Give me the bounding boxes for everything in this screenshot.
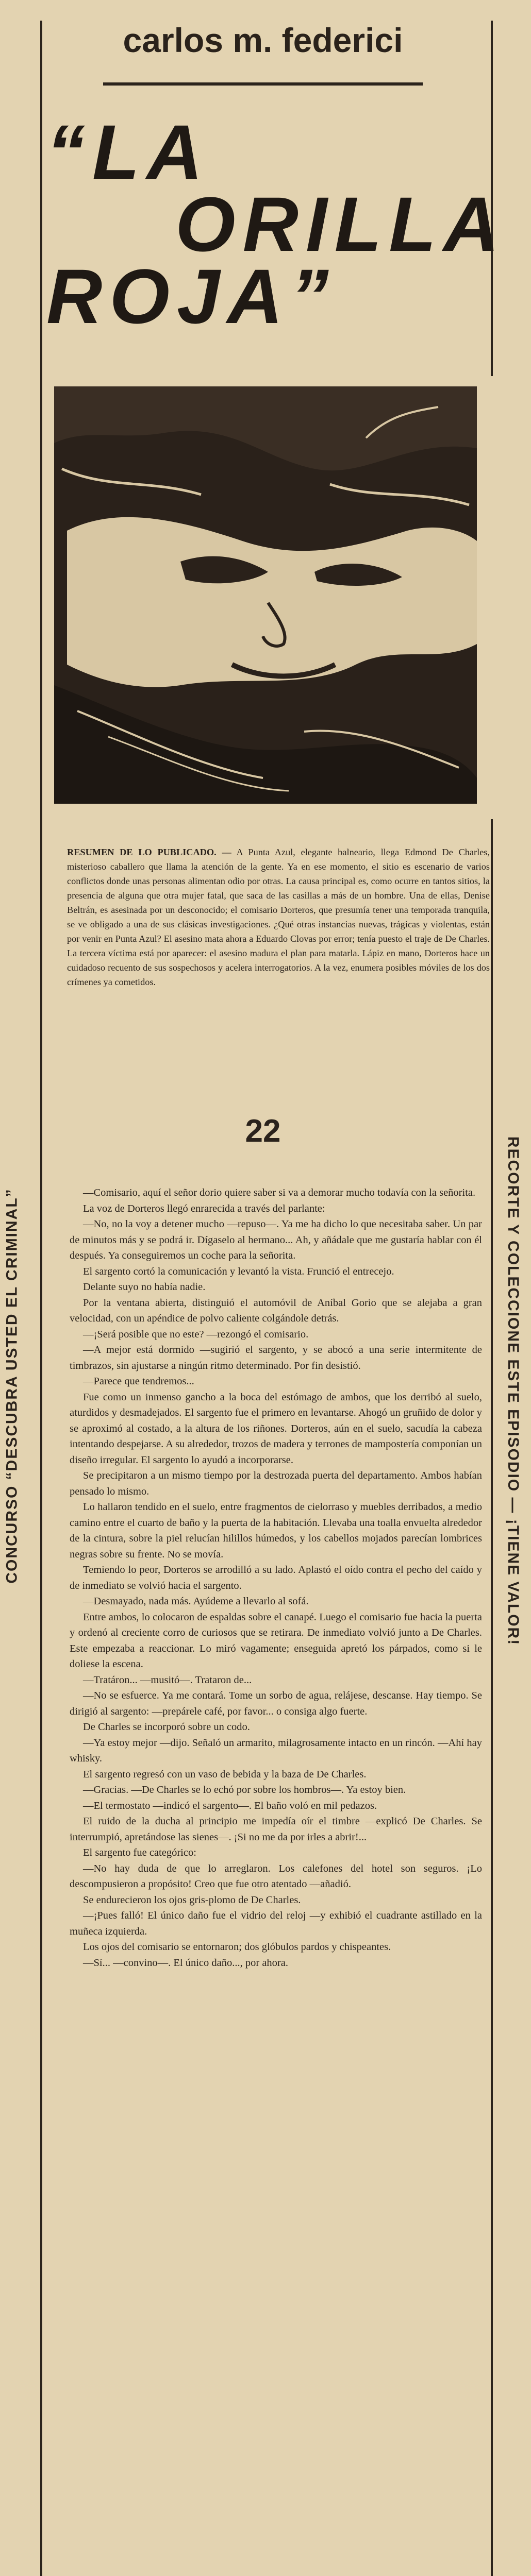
paragraph: Temiendo lo peor, Dorteros se arrodilló a su lado. Aplastó el oído contra el pecho del caído y de inmediato se volvió hacia el sargento. xyxy=(70,1564,482,1591)
author-underline xyxy=(103,82,423,86)
story-summary xyxy=(67,845,490,989)
collect-banner xyxy=(503,927,523,1855)
title-line-1: “LA xyxy=(46,109,210,195)
paragraph: El sargento fue categórico: xyxy=(83,1847,196,1858)
paragraph: —Comisario, aquí el señor dorio quiere saber si va a demorar mucho todavía con la señorita. xyxy=(83,1187,476,1198)
paragraph: Lo hallaron tendido en el suelo, entre fragmentos de cielorraso y muebles derribados, a medio camino entre el cuarto de baño y la puerta de la habitación. Llevaba una toalla envuelta alrededor de la cintura, sobre la piel relucían hilillos húmedos, y los cabellos mojados parecían lombrices negras sobre su frente. No se movía. xyxy=(70,1501,482,1560)
paragraph: —A mejor está dormido —sugirió el sargento, y se abocó a una serie intermitente de timbrazos, sin ajustarse a ningún ritmo determinado. Por fin desistió. xyxy=(70,1344,482,1371)
summary-text: A Punta Azul, elegante balneario, llega Edmond De Charles, misterioso caballero que llama la atención de la gente. Ya en ese momento, el sitio es escenario de varios conflictos donde unas personas alimentan odio por otras. La causa principal es, como ocurre en tantos sitios, la presencia de alguna que otra mujer fatal, que saca de las casillas a más de un hombre. Una de ellas, Denise Beltrán, es asesinada por un desconocido; el comisario Dorteros, que presumía tener una temporada tranquila, se ve obligado a una de sus clásicas investigaciones. ¿Qué otras instancias nuevas, trágicas y violentas, están por venir en Punta Azul? El asesino mata ahora a Eduardo Clovas por error; tenía puesto el traje de De Charles. La tercera víctima está por aparecer: el asesino madura el plan para matarla. Lápiz en mano, Dorteros hace un cuidadoso recuento de sus sospechosos y acelera interrogatorios. A la vez, enumera posibles móviles de los dos crímenes ya cometidos. xyxy=(67,847,490,987)
contest-banner-text: CONCURSO “DESCUBRA USTED EL CRIMINAL” xyxy=(4,1188,21,1584)
paragraph: —Tratáron... —musitó—. Trataron de... xyxy=(83,1674,252,1686)
paragraph: Entre ambos, lo colocaron de espaldas sobre el canapé. Luego el comisario fue hacia la puerta y ordenó al creciente corro de curiosos que se retirara. De inmediato volvió junto a De Charles. Este empezaba a reaccionar. Lo miró vagamente; enseguida apretó los párpados, como si le doliese la escena. xyxy=(70,1611,482,1670)
paragraph: —¡Pues falló! El único daño fue el vidrio del reloj —y exhibió el cuadrante astillado en la muñeca izquierda. xyxy=(70,1910,482,1937)
paragraph: —Desmayado, nada más. Ayúdeme a llevarlo al sofá. xyxy=(83,1596,309,1607)
paragraph: —Ya estoy mejor —dijo. Señaló un armarito, milagrosamente intacto en un rincón. —Ahí hay whisky. xyxy=(70,1737,482,1764)
paragraph: —Gracias. —De Charles se lo echó por sobre los hombros—. Ya estoy bien. xyxy=(83,1784,406,1795)
paragraph: —No, no la voy a detener mucho —repuso—. Ya me ha dicho lo que necesitaba saber. Un par de minutos más y se podrá ir. Dígaselo al hermano... Ah, y añádale que me gustaría hablar con él después. Ya conseguiremos un coche para la señorita. xyxy=(70,1218,482,1261)
paragraph: —Parece que tendremos... xyxy=(83,1376,194,1387)
paragraph: Se precipitaron a un mismo tiempo por la destrozada puerta del departamento. Ambos habían pensado lo mismo. xyxy=(70,1470,482,1497)
title-line-2: ORILLA xyxy=(175,181,507,267)
paragraph: —Sí... —convino—. El único daño..., por ahora. xyxy=(83,1957,288,1969)
paragraph: —¡Será posible que no este? —rezongó el comisario. xyxy=(83,1328,309,1340)
summary-heading: RESUMEN DE LO PUBLICADO. — xyxy=(67,847,231,857)
paragraph: —No hay duda de que lo arreglaron. Los calefones del hotel son seguros. ¡Lo descompusieron a propósito! Creo que fue otro atentado —añadió. xyxy=(70,1862,482,1890)
contest-banner xyxy=(2,536,23,2236)
story-title xyxy=(46,109,507,340)
main-illustration xyxy=(46,376,495,819)
chapter-number: 22 xyxy=(245,1113,281,1149)
story-body xyxy=(70,1185,482,1971)
collect-banner-text: RECORTE Y COLECCIONE ESTE EPISODIO — ¡TIENE VALOR! xyxy=(505,1136,522,1646)
author-name: carlos m. federici xyxy=(123,21,403,59)
paragraph: El sargento regresó con un vaso de bebida y la baza de De Charles. xyxy=(83,1768,367,1780)
paragraph: Por la ventana abierta, distinguió el automóvil de Aníbal Gorio que se alejaba a gran velocidad, con un apéndice de polvo caliente colgándole detrás. xyxy=(70,1297,482,1324)
paragraph: Los ojos del comisario se entornaron; dos glóbulos pardos y chispeantes. xyxy=(83,1941,391,1953)
paragraph: La voz de Dorteros llegó enrarecida a través del parlante: xyxy=(83,1202,325,1214)
paragraph: —No se esfuerce. Ya me contará. Tome un sorbo de agua, relájese, descanse. Hay tiempo. Se dirigió al sargento: —prepárele café, por favor... o consiga algo fuerte. xyxy=(70,1690,482,1717)
paragraph: El ruido de la ducha al principio me impedía oír el timbre —explicó De Charles. Se interrumpió, apretándose las sienes—. ¡Si no me da por irles a abrir!... xyxy=(70,1816,482,1843)
paragraph: De Charles se incorporó sobre un codo. xyxy=(83,1721,250,1733)
paragraph: El sargento cortó la comunicación y levantó la vista. Frunció el entrecejo. xyxy=(83,1265,394,1277)
paragraph: —El termostato —indicó el sargento—. El baño voló en mil pedazos. xyxy=(83,1800,377,1811)
paragraph: Se endurecieron los ojos gris-plomo de De Charles. xyxy=(83,1894,301,1906)
paragraph: Delante suyo no había nadie. xyxy=(83,1281,206,1293)
title-line-3: ROJA” xyxy=(46,253,336,340)
paragraph: Fue como un inmenso gancho a la boca del estómago de ambos, que los derribó al suelo, aturdidos y desmadejados. El sargento fue el primero en levantarse. Ahogó un gruñido de dolor y se aproximó al costado, a la altura de los riñones. Dorteros, aún en el suelo, sacudía la cabeza intentando despejarse. A su alrededor, trozos de madera y terrones de mampostería componían un diseño irregular. El sargento lo ayudó a incorporarse. xyxy=(70,1391,482,1466)
